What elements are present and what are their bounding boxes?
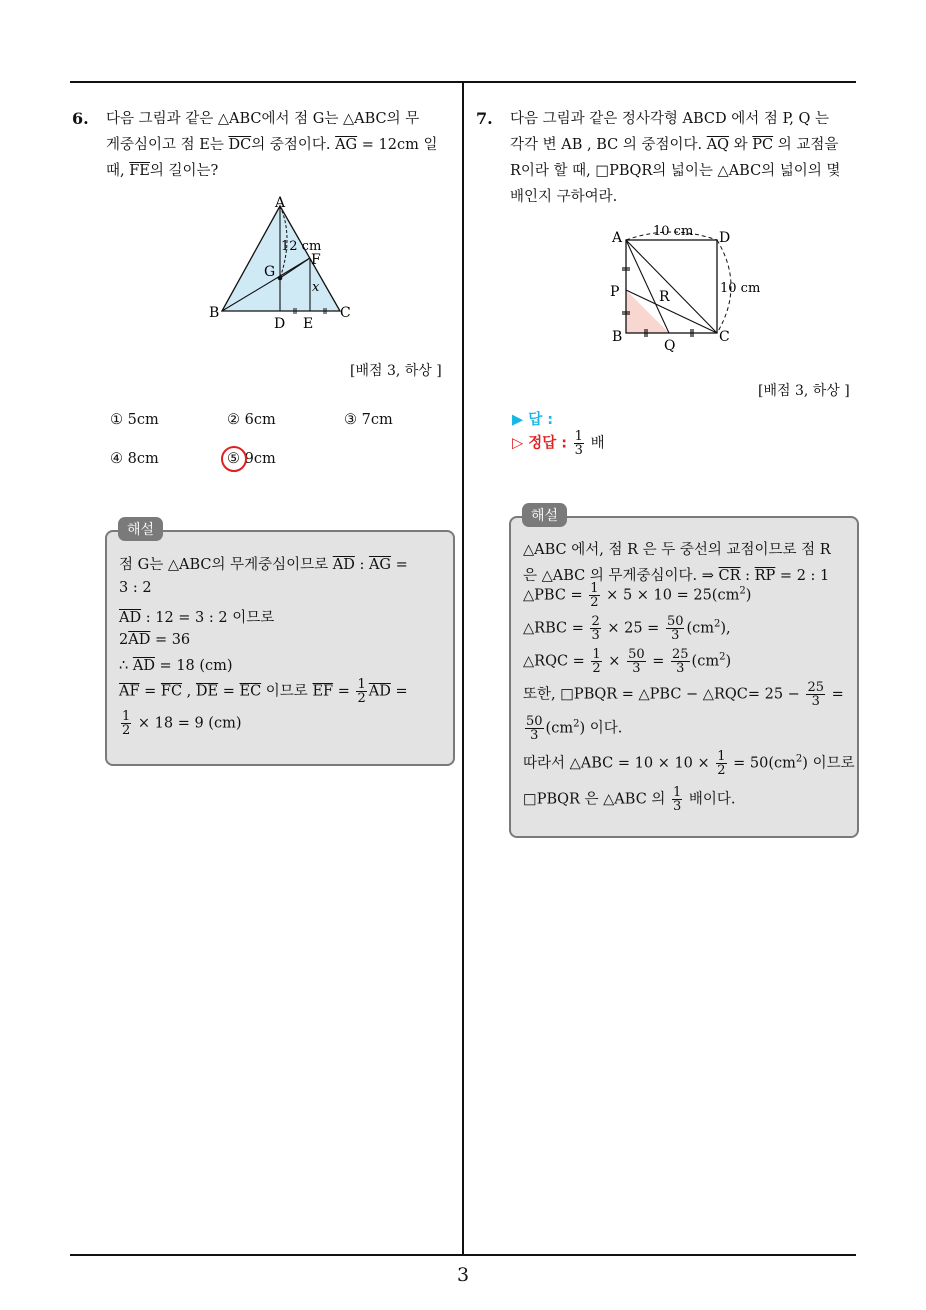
- solution-box-7: [509, 516, 859, 838]
- choice-3[interactable]: ③ 7cm: [344, 412, 393, 428]
- label-q: Q: [664, 338, 676, 354]
- square-figure: [605, 220, 775, 355]
- question-line: 배인지 구하여라.: [510, 189, 618, 205]
- question-line: 다음 그림과 같은 정사각형 ABCD 에서 점 P, Q 는: [510, 111, 830, 127]
- solution-tag: 해설: [522, 503, 567, 527]
- solution-line: ∴ $\overline{AD} = 18$ (cm): [119, 658, 233, 674]
- solution-line: △RQC = $\frac{1}{2}$ × $\frac{50}{3}$ = $\frac{25}{3}$ $(cm^2)$: [523, 647, 732, 676]
- label-b: B: [209, 305, 220, 321]
- question-line: 다음 그림과 같은 △ABC에서 점 G는 △ABC의 무: [106, 111, 420, 127]
- solution-line: △PBC = $\frac{1}{2}$ × $5 \times 10 = 25(cm^2)$: [523, 581, 752, 610]
- label-d: D: [274, 316, 286, 332]
- label-a: A: [275, 195, 286, 211]
- solution-line: 점 G는 △ABC의 무게중심이므로 $\overline{AD}$ : $\overline{AG}$ =: [119, 557, 408, 573]
- choice-5[interactable]: ⑤ 9cm: [227, 451, 276, 467]
- answer-label: ▶ 답 :: [512, 412, 554, 428]
- label-e: E: [303, 316, 314, 332]
- correct-label: ▷ 정답 :: [512, 435, 568, 452]
- solution-line: $\frac{1}{2}$ × 18 = 9 (cm): [122, 709, 242, 738]
- score-label: [배점 3, 하상 ]: [350, 363, 442, 379]
- solution-line: 3 : 2: [119, 580, 152, 596]
- question-7: [476, 106, 860, 210]
- question-text: [510, 106, 860, 210]
- solution-line: □PBQR 은 △ABC 의 $\frac{1}{3}$ 배이다.: [523, 785, 736, 814]
- label-d: D: [719, 230, 731, 246]
- solution-line: $\frac{50}{3}$ $(cm^2)$ 이다.: [526, 714, 623, 743]
- score-label: [배점 3, 하상 ]: [758, 383, 850, 399]
- question-number: 7.: [476, 109, 493, 128]
- solution-line: 은 △ABC 의 무게중심이다. ⇒ $\overline{CR}$ : $\overline{RP} = 2$ : 1: [523, 568, 830, 584]
- choice-2[interactable]: ② 6cm: [227, 412, 276, 428]
- label-f: F: [311, 252, 321, 268]
- solution-line: 또한, □PBQR = △PBC − △RQC= 25 − $\frac{25}{3}$ =: [523, 680, 844, 709]
- question-line: R이라 할 때, □PBQR의 넓이는 △ABC의 넓이의 몇: [510, 163, 841, 179]
- solution-line: $\overline{AF} = \overline{FC}$ , $\overline{DE} = \overline{EC}$ 이므로 $\overline{EF}$ = $\frac{1}{2}$ $\overline{AD}$ =: [119, 677, 408, 706]
- solution-box-6: [105, 530, 455, 766]
- label-c: C: [340, 305, 351, 321]
- right-length-label: 10 cm: [720, 281, 761, 296]
- length-label: 12 cm: [281, 239, 322, 254]
- label-b: B: [612, 329, 623, 345]
- question-text: [106, 106, 456, 184]
- correct-answer: ▷ 정답 : $\frac{1}{3}$ 배: [512, 429, 605, 458]
- selected-answer-circle-icon: [221, 446, 247, 472]
- question-line: 게중심이고 점 E는 $\overline{DC}$의 중점이다. $\overline{AG} = 12cm$ 일: [106, 137, 438, 153]
- triangle-figure: [200, 192, 360, 332]
- solution-line: △RBC = $\frac{2}{3}$ × 25 = $\frac{50}{3}$ $(cm^2)$,: [523, 614, 731, 643]
- question-line: 각각 변 AB , BC 의 중점이다. $\overline{AQ}$ 와 $\overline{PC}$ 의 교점을: [510, 137, 839, 153]
- solution-line: $2\overline{AD} = 36$: [119, 632, 191, 648]
- column-divider: [462, 81, 464, 1256]
- label-r: R: [659, 289, 670, 305]
- question-line: 때, $\overline{FE}$의 길이는?: [106, 163, 219, 179]
- solution-tag: 해설: [118, 517, 163, 541]
- label-a: A: [612, 230, 623, 246]
- solution-line: 따라서 △ABC = 10 × 10 × $\frac{1}{2}$ = $50(cm^2)$ 이므로: [523, 749, 855, 778]
- question-6: [72, 106, 456, 184]
- correct-unit: 배: [590, 435, 605, 452]
- choice-4[interactable]: ④ 8cm: [110, 451, 159, 467]
- top-length-label: 10 cm: [653, 224, 694, 239]
- page-number: 3: [456, 1264, 470, 1286]
- question-number: 6.: [72, 109, 89, 128]
- solution-line: △ABC 에서, 점 R 은 두 중선의 교점이므로 점 R: [523, 542, 831, 558]
- solution-line: $\overline{AD}$ : 12 = 3 : 2 이므로: [119, 610, 275, 626]
- label-c: C: [719, 329, 730, 345]
- label-p: P: [610, 284, 620, 300]
- choice-1[interactable]: ① 5cm: [110, 412, 159, 428]
- label-g: G: [264, 264, 276, 280]
- x-label: x: [312, 280, 320, 295]
